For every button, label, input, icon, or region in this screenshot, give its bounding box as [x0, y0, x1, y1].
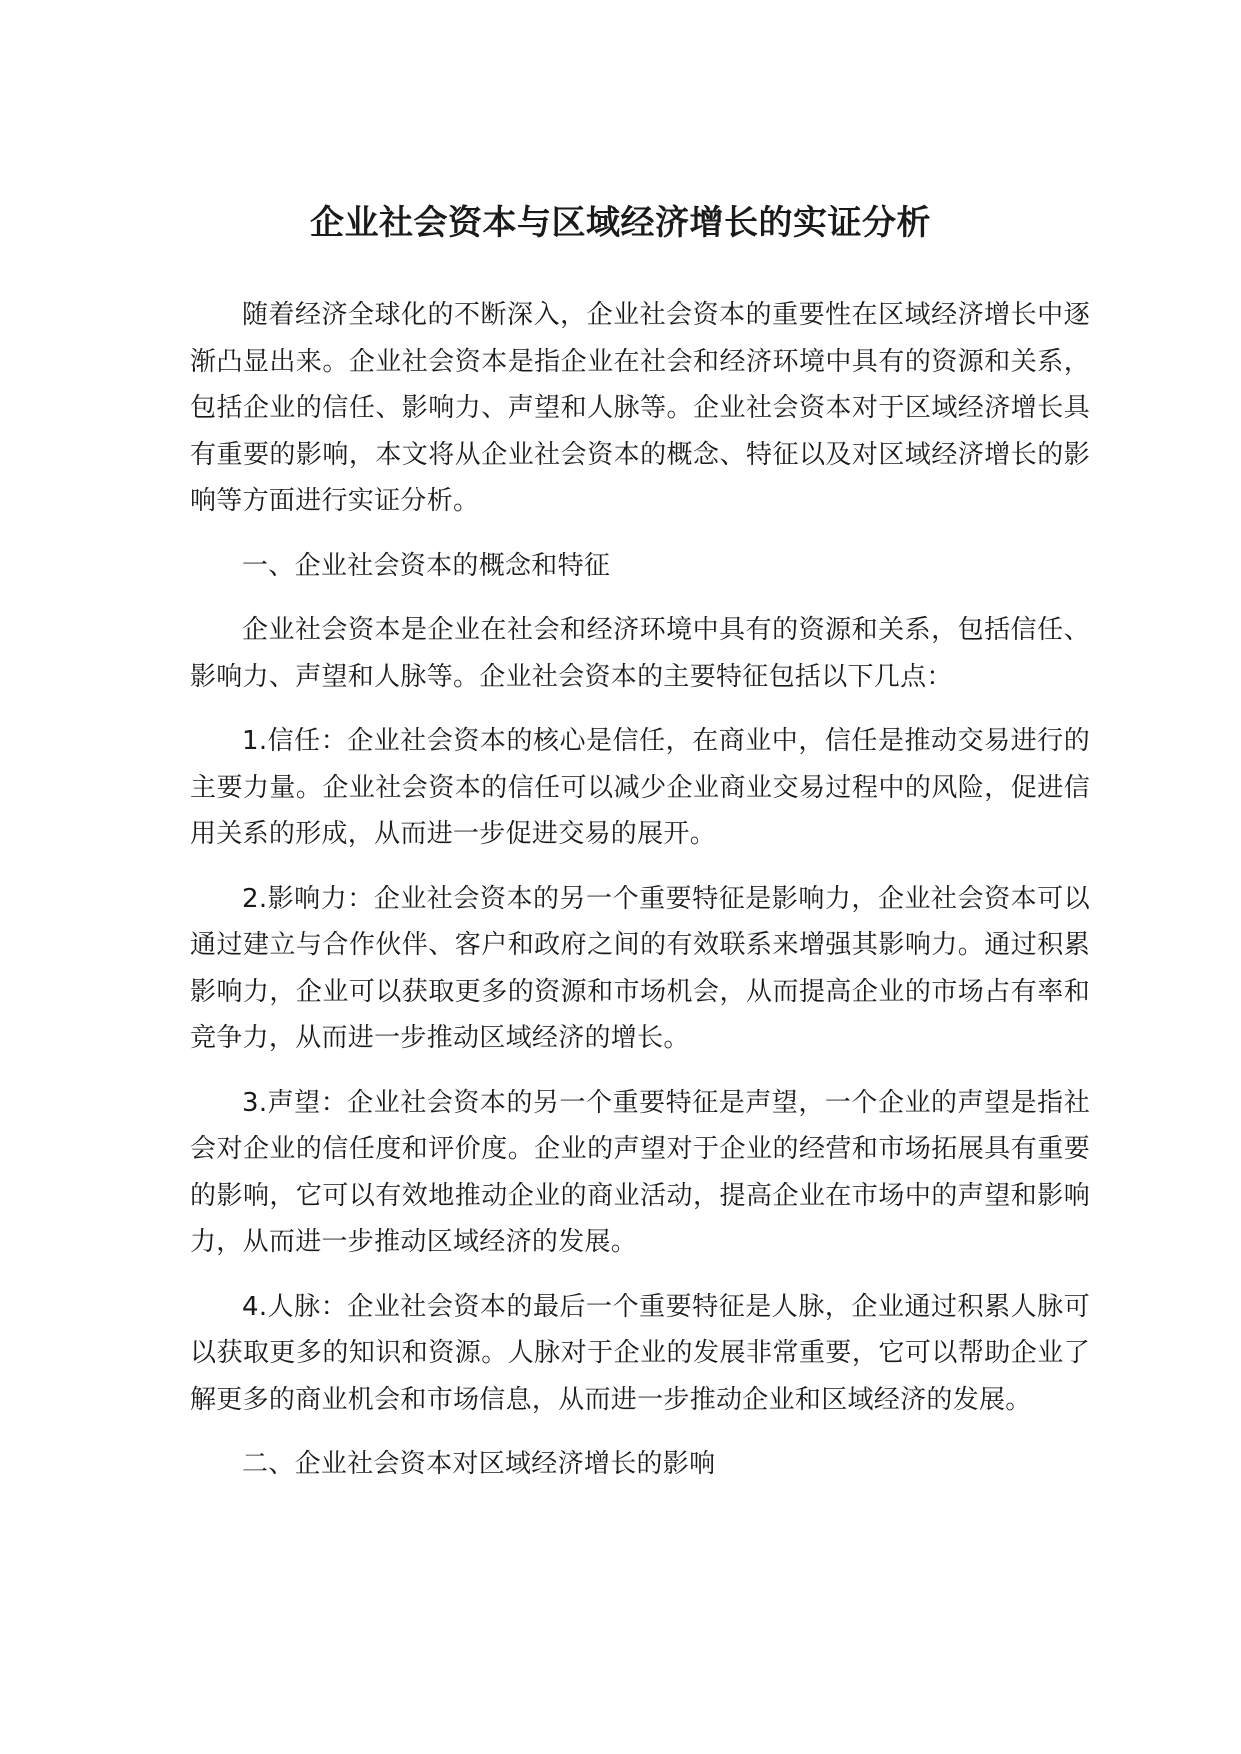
- intro-paragraph: 随着经济全球化的不断深入，企业社会资本的重要性在区域经济增长中逐渐凸显出来。企业社会资本是指企业在社会和经济环境中具有的资源和关系，包括企业的信任、影响力、声望和人脉等。企业社会资本对于区域经济增长具有重要的影响，本文将从企业社会资本的概念、特征以及对区域经济增长的影响等方面进行实证分析。: [190, 300, 1090, 516]
- point-trust-paragraph: 1.信任：企业社会资本的核心是信任，在商业中，信任是推动交易进行的主要力量。企业社会资本的信任可以减少企业商业交易过程中的风险，促进信用关系的形成，从而进一步促进交易的展开。: [190, 726, 1090, 849]
- point-influence-paragraph: 2.影响力：企业社会资本的另一个重要特征是影响力，企业社会资本可以通过建立与合作伙伴、客户和政府之间的有效联系来增强其影响力。通过积累影响力，企业可以获取更多的资源和市场机会，从而提高企业的市场占有率和竞争力，从而进一步推动区域经济的增长。: [190, 883, 1090, 1053]
- point-network-paragraph: 4.人脉：企业社会资本的最后一个重要特征是人脉，企业通过积累人脉可以获取更多的知识和资源。人脉对于企业的发展非常重要，它可以帮助企业了解更多的商业机会和市场信息，从而进一步推动企业和区域经济的发展。: [190, 1291, 1090, 1415]
- section-heading-1: 一、企业社会资本的概念和特征: [242, 550, 611, 581]
- point-reputation-paragraph: 3.声望：企业社会资本的另一个重要特征是声望，一个企业的声望是指社会对企业的信任度和评价度。企业的声望对于企业的经营和市场拓展具有重要的影响，它可以有效地推动企业的商业活动，提高企业在市场中的声望和影响力，从而进一步推动区域经济的发展。: [190, 1087, 1090, 1257]
- section1-paragraph: 企业社会资本是企业在社会和经济环境中具有的资源和关系，包括信任、影响力、声望和人脉等。企业社会资本的主要特征包括以下几点：: [190, 615, 1090, 692]
- document-body: [190, 292, 1090, 1506]
- document-title: 企业社会资本与区域经济增长的实证分析: [310, 202, 931, 243]
- section-heading-2: 二、企业社会资本对区域经济增长的影响: [242, 1449, 716, 1479]
